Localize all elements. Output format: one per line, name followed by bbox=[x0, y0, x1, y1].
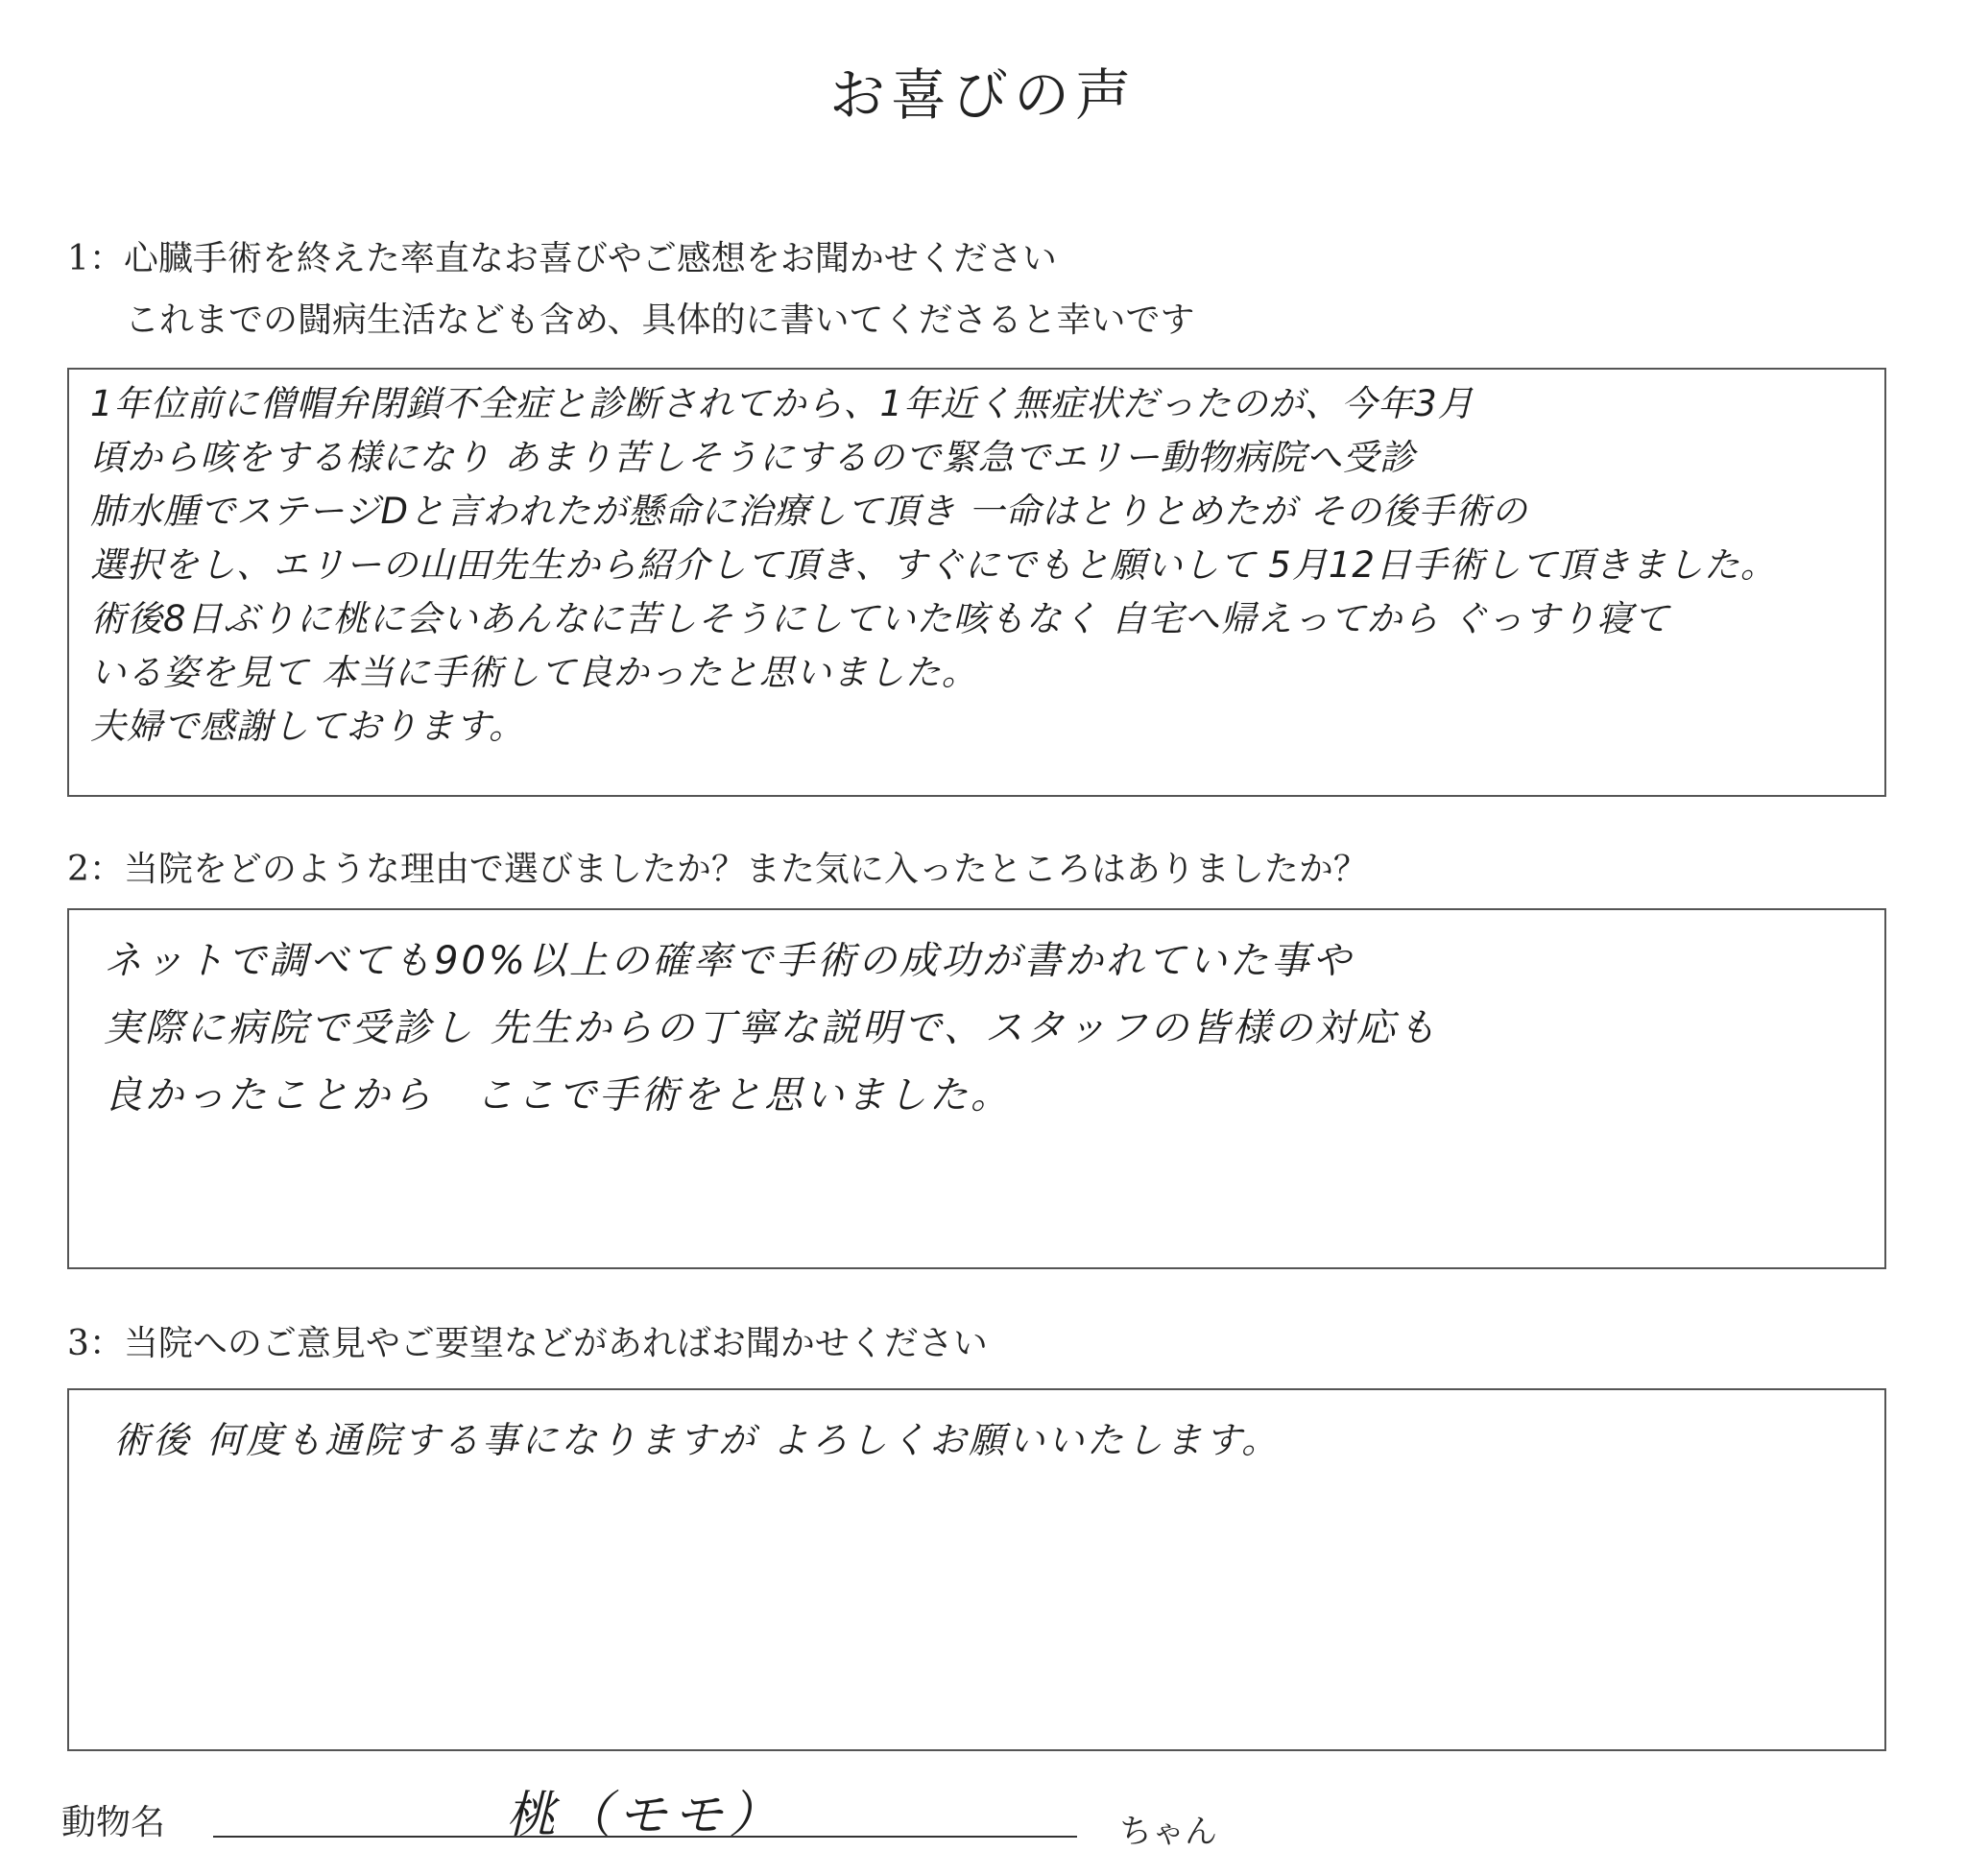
answer-1-line: いる姿を見て 本当に手術して良かったと思いました。 bbox=[90, 652, 978, 693]
question-3-label: 3：当院へのご意見やご要望などがあればお聞かせください bbox=[67, 1324, 988, 1363]
question-3 bbox=[67, 1323, 988, 1365]
question-2-label: 2：当院をどのような理由で選びましたか？また気に入ったところはありましたか？ bbox=[67, 850, 1368, 889]
question-1-subtext: これまでの闘病生活なども含め、具体的に書いてくださると幸いです bbox=[125, 301, 1195, 340]
answer-2-line: ネットで調べても90%以上の確率で手術の成功が書かれていた事や bbox=[104, 939, 1354, 983]
question-1 bbox=[67, 238, 1195, 342]
answer-2-line: 実際に病院で受診し 先生からの丁寧な説明で、スタッフの皆様の対応も bbox=[104, 1006, 1439, 1050]
answer-2-line: 良かったことから ここで手術をと思いました。 bbox=[104, 1073, 1012, 1118]
pet-name-value: 桃（モモ） bbox=[505, 1787, 784, 1844]
answer-2-text bbox=[104, 927, 1871, 1129]
answer-1-line: 夫婦で感謝しております。 bbox=[90, 706, 526, 747]
pet-name-label: 動物名 bbox=[61, 1803, 166, 1842]
answer-box-2 bbox=[67, 908, 1886, 1269]
answer-1-line: 選択をし、エリーの山田先生から紹介して頂き、すぐにでもと願いして 5月12日手術して頂きました。 bbox=[90, 544, 1777, 586]
pet-name-row bbox=[61, 1786, 1309, 1851]
answer-1-line: 頃から咳をする様になり あまり苦しそうにするので緊急でエリー動物病院へ受診 bbox=[90, 437, 1416, 478]
answer-box-1 bbox=[67, 368, 1886, 797]
answer-1-text bbox=[90, 377, 1871, 754]
pet-name-suffix: ちゃん bbox=[1119, 1813, 1217, 1851]
question-1-label: 1：心臓手術を終えた率直なお喜びやご感想をお聞かせください bbox=[67, 239, 1057, 278]
page-title: お喜びの声 bbox=[828, 62, 1137, 128]
answer-box-3 bbox=[67, 1388, 1886, 1751]
pet-name-underline bbox=[213, 1836, 1077, 1838]
question-2 bbox=[67, 849, 1368, 891]
answer-1-line: 肺水腫でステージDと言われたが懸命に治療して頂き 一命はとりとめたが その後手術の bbox=[90, 491, 1528, 532]
answer-1-line: 1年位前に僧帽弁閉鎖不全症と診断されてから、1年近く無症状だったのが、今年3月 bbox=[90, 383, 1474, 424]
answer-1-line: 術後8日ぶりに桃に会いあんなに苦しそうにしていた咳もなく 自宅へ帰えってから ぐっすり寝て bbox=[90, 598, 1670, 639]
answer-3-line: 術後 何度も通院する事になりますが よろしくお願いいたします。 bbox=[113, 1419, 1282, 1461]
answer-3-text bbox=[113, 1411, 1871, 1469]
